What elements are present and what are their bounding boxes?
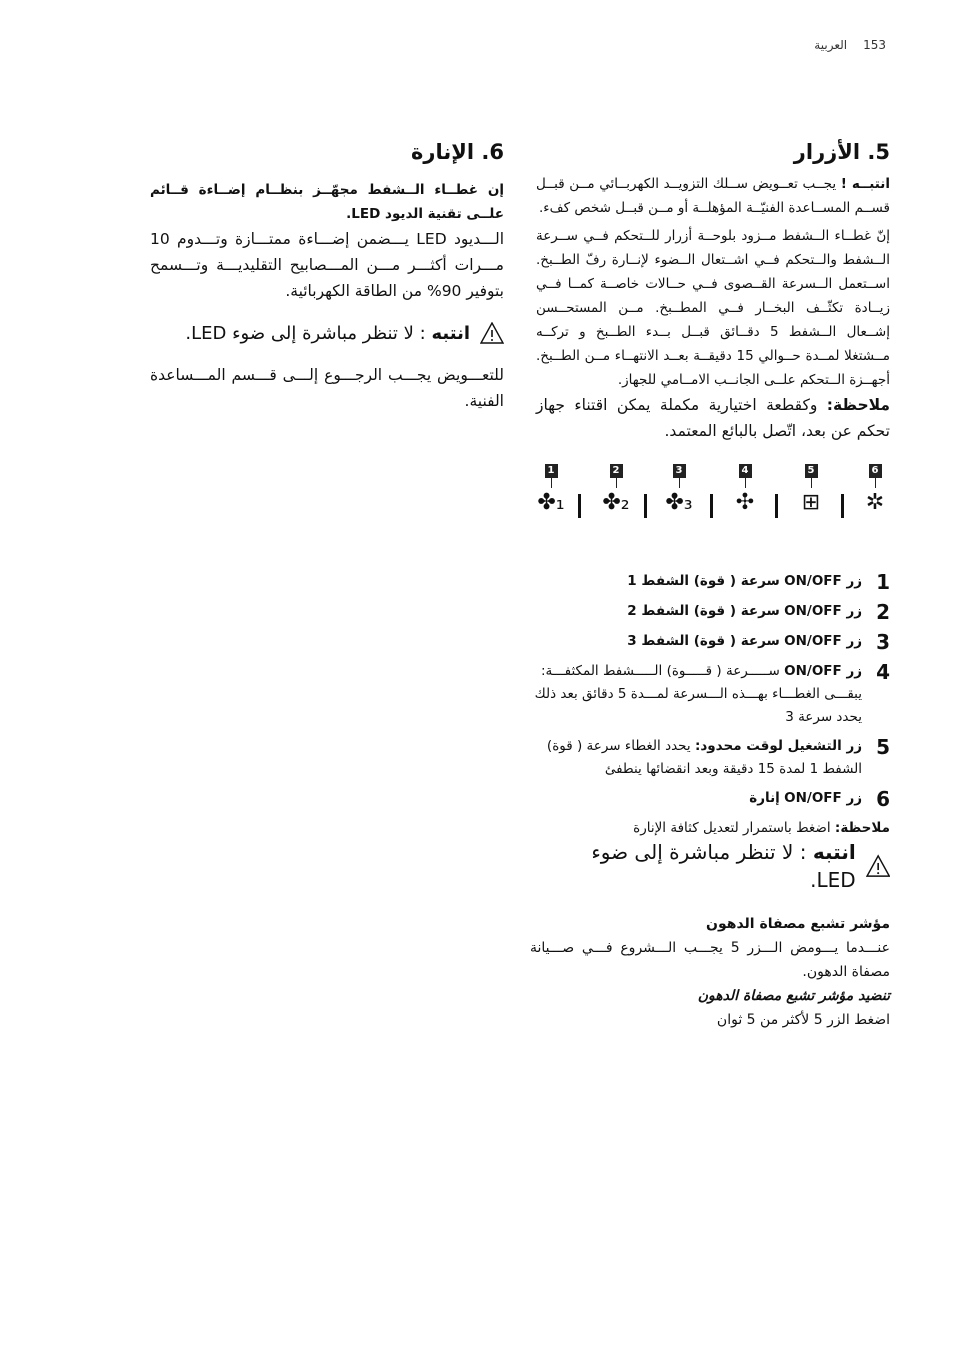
light-icon: ✲ (865, 490, 885, 515)
buttons-list (530, 570, 890, 853)
icon-number: 6 (869, 464, 882, 478)
grease-filter-section (530, 912, 890, 1032)
icon-cell-5 (796, 458, 826, 516)
icon-number: 3 (673, 464, 686, 478)
icon-number: 1 (545, 464, 558, 478)
list-note-text: اضغط باستمرار لتعديل كثافة الإنارة (633, 820, 831, 836)
list-text: سرعة ( قوة) الشفط 2 (627, 603, 780, 619)
list-number: 1 (876, 570, 890, 594)
control-panel-icons (536, 458, 890, 520)
list-item (530, 787, 890, 811)
section6-service-text: للتعـــويض يجـــب الرجـــوع إلـــى قـــسم المـــساعدة الفنية. (150, 366, 504, 410)
icon-cell-1 (536, 458, 566, 516)
warning2-label: انتبه (812, 840, 856, 864)
icon-number: 5 (805, 464, 818, 478)
separator (578, 494, 581, 518)
list-key: زر ON/OFF (784, 573, 862, 589)
grease-text: عنـــدما يـــومض الـــزر 5 يجـــب الـــشروع فـــي صـــيانة مصفاة الدهون. (530, 940, 890, 980)
section6-bold-text: إن غطــاء الــشفط مجهّــز بنظــام إضــاءة قــائم علــى تقنية الديود LED. (150, 182, 504, 222)
warning-icon (480, 322, 504, 344)
separator (644, 494, 647, 518)
list-text: يحدد الغطاء سرعة ( قوة) الشفط 1 لمدة 15 دقيقة وبعد انقضائها ينطفئ (546, 738, 862, 777)
grease-reset-title: تنضيد مؤشر تشبع مصفاة الدهون (697, 988, 890, 1004)
icon-number: 2 (610, 464, 623, 478)
list-item (530, 660, 890, 729)
list-note-label: ملاحظة: (834, 820, 890, 836)
list-item (530, 630, 890, 654)
language-label: العربية (814, 38, 848, 52)
list-key: زر ON/OFF (784, 790, 862, 806)
icon-cell-3 (664, 458, 694, 516)
section6-title: 6. الإنارة (410, 140, 504, 164)
section6-paragraph: الـــديود LED يـــضمن إضـــاءة ممتـــازة وتـــدوم 10 مـــرات أكثـــر مـــن المـــصابيح التقليديـــة وتـــسمح بتوفير 90% من الطاقة الكهربائية. (150, 230, 504, 300)
list-item (530, 600, 890, 624)
list-number: 4 (876, 660, 890, 684)
list-note (530, 817, 890, 839)
fan-speed-3-icon: ✤₃ (665, 490, 693, 515)
section5-title: 5. الأزرار (793, 140, 890, 164)
section5-warning (536, 172, 890, 220)
list-item (530, 735, 890, 781)
section5-warning-label: انتبــه ! (840, 176, 890, 192)
fan-speed-2-icon: ✤₂ (602, 490, 630, 515)
section5-note (536, 392, 890, 444)
list-number: 3 (876, 630, 890, 654)
list-text: سرعة ( قوة) الشفط 3 (627, 633, 780, 649)
list-item (530, 570, 890, 594)
section5-warning-text: يجــب تعــويض ســلك التزويــد الكهربــائي مــن قبــل قســم المســاعدة الفنيّــة المؤهلــة أو مــن قبــل شخص كفء. (536, 176, 890, 216)
list-key: زر ON/OFF (784, 663, 862, 679)
section6-warning-text: : لا تنظر مباشرة إلى ضوء LED. (185, 322, 426, 344)
section5-paragraph: إنّ غطــاء الــشفط مــزود بلوحــة أزرار للــتحكم فــي ســرعة الــشفط والــتحكم فــي اشــتعال الــضوء لإنــارة رفّ الطــبخ. اســتعمل الــسرعة القــصوى فــي حــالات خاصــة كمــا فــي زيــادة تكثّــف البخــار فــي المطــبخ. مــن المستحــسن إشــعال الــشفط 5 دقــائق قبــل بــدء الطــبخ و تركــه مــشتغلا لمــدة حــوالي 15 دقيقــة بعــد الانتهــاء مــن الطــبخ. أجهــزة الــتحكم علــى الجانــب الامــامي للجهاز. (536, 228, 890, 388)
list-text: إنارة (749, 790, 780, 806)
page-number: 153 (863, 38, 886, 52)
section5-note-label: ملاحظة: (826, 396, 890, 414)
icon-cell-4 (730, 458, 760, 516)
section6-warning (150, 322, 504, 344)
warning-led (560, 838, 890, 894)
list-number: 6 (876, 787, 890, 811)
section-lighting (150, 140, 504, 414)
section-buttons (536, 140, 890, 444)
list-number: 2 (876, 600, 890, 624)
grease-title: مؤشر تشبع مصفاة الدهون (706, 916, 890, 932)
icon-cell-2 (601, 458, 631, 516)
page-header (814, 38, 886, 52)
separator (841, 494, 844, 518)
warning-icon (866, 854, 890, 878)
list-text: سرعة ( قوة) الشفط 1 (627, 573, 780, 589)
list-key: زر التشغيل لوقت محدود: (694, 738, 862, 754)
icon-cell-6 (860, 458, 890, 516)
list-number: 5 (876, 735, 890, 759)
list-text: ســـــرعة ( قـــــوة) الـــــشفط المكثفـــة: يبقـــى الغطـــاء بهـــذه الـــسرعة لمـــدة 5 دقائق بعد ذلك يحدد سرعة 3 (534, 663, 862, 725)
icon-number: 4 (739, 464, 752, 478)
separator (775, 494, 778, 518)
section5-note-text: وكقطعة اختيارية مكملة يمكن اقتناء جهاز تحكم عن بعد، اتّصل بالبائع المعتمد. (536, 396, 890, 440)
grease-reset-text: اضغط الزر 5 لأكثر من 5 ثوان (716, 1012, 890, 1028)
fan-intensive-icon: ✣ (735, 490, 755, 515)
section6-warning-label: انتبه (431, 322, 470, 344)
warning2-text: : لا تنظر مباشرة إلى ضوء LED. (591, 840, 856, 892)
list-key: زر ON/OFF (784, 603, 862, 619)
list-key: زر ON/OFF (784, 633, 862, 649)
grease-filter-icon: ⊞ (801, 490, 821, 515)
fan-speed-1-icon: ✤₁ (537, 490, 565, 515)
separator (710, 494, 713, 518)
